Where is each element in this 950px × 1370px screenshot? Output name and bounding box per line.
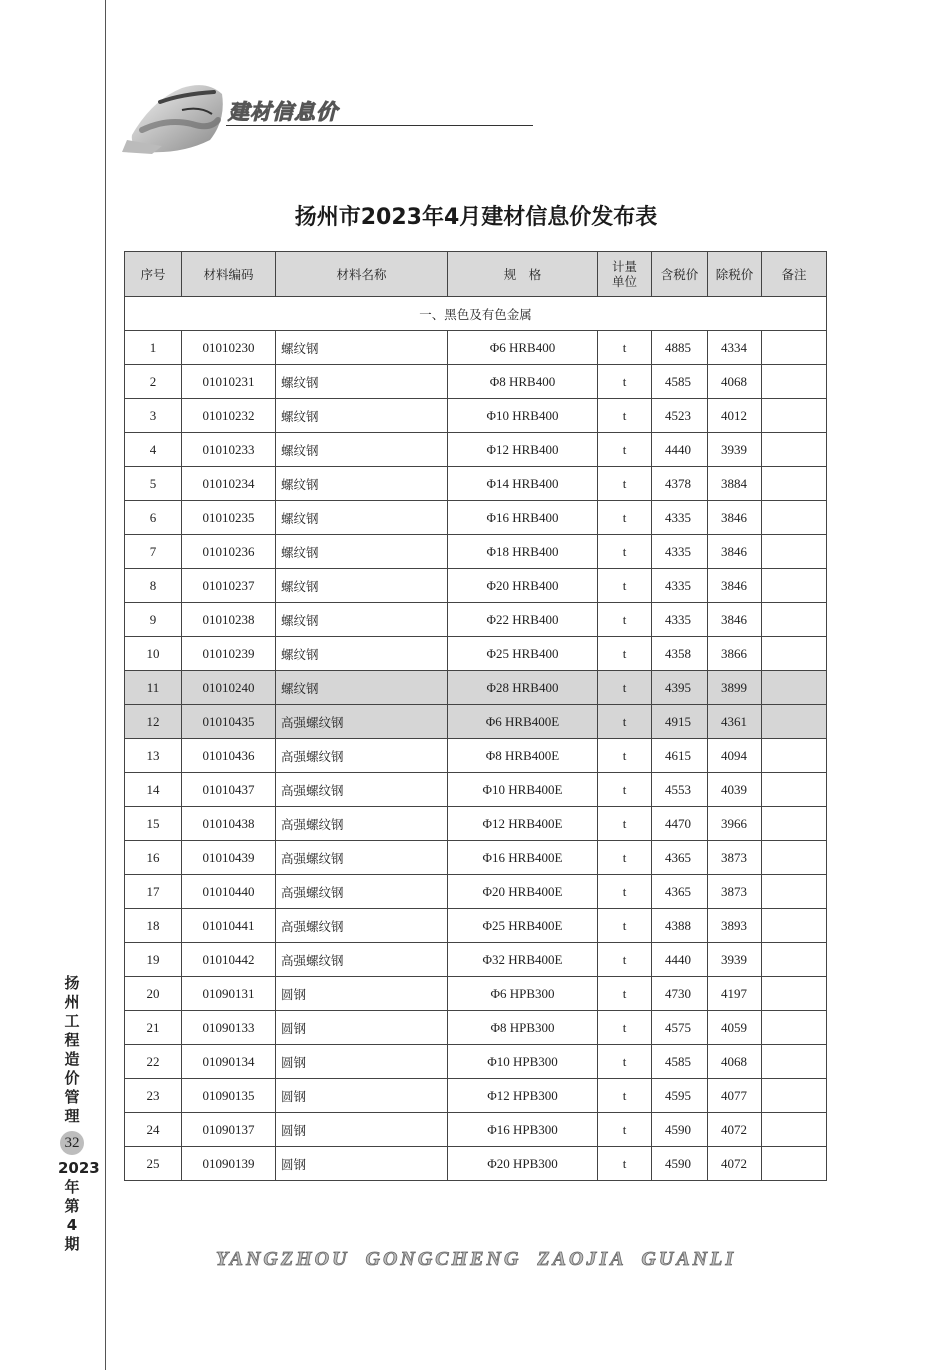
col-header-price-notax: 除税价 [708, 252, 762, 297]
cell-unit: t [598, 977, 652, 1011]
cell-remark [762, 875, 827, 909]
cell-code: 01010238 [182, 603, 276, 637]
cell-unit: t [598, 467, 652, 501]
cell-remark [762, 569, 827, 603]
cell-unit: t [598, 909, 652, 943]
table-row [125, 603, 827, 637]
cell-spec: Φ12 HRB400 [448, 433, 598, 467]
cell-seq: 1 [125, 331, 182, 365]
cell-price-tax: 4915 [652, 705, 708, 739]
cell-seq: 7 [125, 535, 182, 569]
cell-seq: 5 [125, 467, 182, 501]
cell-price-notax: 3899 [708, 671, 762, 705]
cell-code: 01090137 [182, 1113, 276, 1147]
cell-name: 圆钢 [276, 1045, 448, 1079]
cell-unit: t [598, 943, 652, 977]
cell-code: 01090131 [182, 977, 276, 1011]
table-row [125, 875, 827, 909]
cell-price-tax: 4335 [652, 603, 708, 637]
cell-seq: 3 [125, 399, 182, 433]
cell-name: 螺纹钢 [276, 467, 448, 501]
cell-seq: 2 [125, 365, 182, 399]
issue-vertical [58, 1159, 100, 1254]
cell-price-tax: 4575 [652, 1011, 708, 1045]
cell-price-notax: 3846 [708, 501, 762, 535]
cell-unit: t [598, 433, 652, 467]
cell-name: 螺纹钢 [276, 637, 448, 671]
cell-price-notax: 4077 [708, 1079, 762, 1113]
cell-unit: t [598, 501, 652, 535]
cell-remark [762, 331, 827, 365]
cell-name: 圆钢 [276, 1011, 448, 1045]
cell-price-notax: 3966 [708, 807, 762, 841]
cell-name: 高强螺纹钢 [276, 773, 448, 807]
cell-price-tax: 4335 [652, 569, 708, 603]
cell-price-tax: 4388 [652, 909, 708, 943]
cell-seq: 10 [125, 637, 182, 671]
cell-code: 01090135 [182, 1079, 276, 1113]
cell-price-notax: 3846 [708, 603, 762, 637]
cell-spec: Φ10 HRB400E [448, 773, 598, 807]
cell-seq: 15 [125, 807, 182, 841]
journal-name-char: 管 [64, 1088, 80, 1106]
col-header-code: 材料编码 [182, 252, 276, 297]
cell-remark [762, 705, 827, 739]
cell-price-tax: 4590 [652, 1147, 708, 1181]
cell-price-tax: 4470 [652, 807, 708, 841]
cell-code: 01090134 [182, 1045, 276, 1079]
cell-name: 螺纹钢 [276, 365, 448, 399]
cell-code: 01090139 [182, 1147, 276, 1181]
table-row [125, 1113, 827, 1147]
cell-remark [762, 1079, 827, 1113]
cell-unit: t [598, 535, 652, 569]
cell-price-notax: 4039 [708, 773, 762, 807]
table-row [125, 1011, 827, 1045]
cell-remark [762, 603, 827, 637]
cell-spec: Φ16 HPB300 [448, 1113, 598, 1147]
cell-price-tax: 4590 [652, 1113, 708, 1147]
table-row [125, 331, 827, 365]
cell-remark [762, 1045, 827, 1079]
cell-spec: Φ6 HRB400E [448, 705, 598, 739]
cell-price-notax: 3846 [708, 535, 762, 569]
cell-name: 高强螺纹钢 [276, 807, 448, 841]
cell-price-notax: 4094 [708, 739, 762, 773]
cell-name: 高强螺纹钢 [276, 705, 448, 739]
issue-char: 年 [64, 1178, 80, 1196]
cell-spec: Φ20 HPB300 [448, 1147, 598, 1181]
cell-name: 螺纹钢 [276, 433, 448, 467]
cell-price-tax: 4378 [652, 467, 708, 501]
cell-spec: Φ16 HRB400 [448, 501, 598, 535]
journal-name-char: 工 [64, 1012, 80, 1030]
cell-unit: t [598, 637, 652, 671]
cell-seq: 17 [125, 875, 182, 909]
cell-name: 螺纹钢 [276, 501, 448, 535]
cell-spec: Φ14 HRB400 [448, 467, 598, 501]
cell-price-notax: 3873 [708, 841, 762, 875]
issue-char: 期 [64, 1235, 80, 1253]
table-row [125, 1079, 827, 1113]
cell-seq: 14 [125, 773, 182, 807]
cell-name: 圆钢 [276, 977, 448, 1011]
section-label: 一、黑色及有色金属 [125, 297, 827, 331]
cell-unit: t [598, 807, 652, 841]
cell-unit: t [598, 331, 652, 365]
cell-seq: 4 [125, 433, 182, 467]
cell-spec: Φ22 HRB400 [448, 603, 598, 637]
cell-price-tax: 4365 [652, 841, 708, 875]
cell-price-tax: 4335 [652, 535, 708, 569]
cell-spec: Φ6 HPB300 [448, 977, 598, 1011]
cell-name: 高强螺纹钢 [276, 909, 448, 943]
cell-price-tax: 4523 [652, 399, 708, 433]
cell-unit: t [598, 365, 652, 399]
cell-unit: t [598, 1011, 652, 1045]
cell-seq: 20 [125, 977, 182, 1011]
cell-price-tax: 4358 [652, 637, 708, 671]
cell-price-tax: 4553 [652, 773, 708, 807]
cell-remark [762, 807, 827, 841]
cell-remark [762, 637, 827, 671]
cell-price-tax: 4595 [652, 1079, 708, 1113]
cell-code: 01010441 [182, 909, 276, 943]
col-header-remark: 备注 [762, 252, 827, 297]
col-header-unit-line1: 计量 [611, 259, 637, 274]
cell-spec: Φ12 HPB300 [448, 1079, 598, 1113]
cell-unit: t [598, 569, 652, 603]
cell-unit: t [598, 603, 652, 637]
journal-name-vertical [58, 974, 86, 1126]
cell-spec: Φ10 HPB300 [448, 1045, 598, 1079]
cell-remark [762, 909, 827, 943]
cell-unit: t [598, 773, 652, 807]
cell-price-notax: 3893 [708, 909, 762, 943]
cell-remark [762, 977, 827, 1011]
cell-code: 01010234 [182, 467, 276, 501]
cell-code: 01010437 [182, 773, 276, 807]
cell-price-tax: 4395 [652, 671, 708, 705]
table-row [125, 841, 827, 875]
cell-price-tax: 4885 [652, 331, 708, 365]
cell-spec: Φ25 HRB400 [448, 637, 598, 671]
cell-spec: Φ8 HPB300 [448, 1011, 598, 1045]
cell-price-notax: 3866 [708, 637, 762, 671]
table-row [125, 637, 827, 671]
cell-remark [762, 1011, 827, 1045]
cell-unit: t [598, 399, 652, 433]
cell-spec: Φ25 HRB400E [448, 909, 598, 943]
price-table [124, 251, 827, 1181]
cell-spec: Φ10 HRB400 [448, 399, 598, 433]
cell-code: 01010231 [182, 365, 276, 399]
cell-remark [762, 671, 827, 705]
cell-seq: 8 [125, 569, 182, 603]
cell-price-tax: 4585 [652, 1045, 708, 1079]
cell-price-tax: 4335 [652, 501, 708, 535]
cell-remark [762, 773, 827, 807]
cell-seq: 13 [125, 739, 182, 773]
cell-price-notax: 4012 [708, 399, 762, 433]
cell-name: 圆钢 [276, 1147, 448, 1181]
cell-remark [762, 467, 827, 501]
cell-spec: Φ8 HRB400E [448, 739, 598, 773]
col-header-unit-line2: 单位 [611, 274, 637, 289]
table-row [125, 467, 827, 501]
cell-price-notax: 4059 [708, 1011, 762, 1045]
col-header-name: 材料名称 [276, 252, 448, 297]
table-row [125, 1045, 827, 1079]
cell-remark [762, 1147, 827, 1181]
cell-price-notax: 4068 [708, 1045, 762, 1079]
cell-spec: Φ12 HRB400E [448, 807, 598, 841]
cell-price-notax: 4072 [708, 1147, 762, 1181]
cell-seq: 16 [125, 841, 182, 875]
pen-hand-illustration [122, 80, 227, 154]
table-row [125, 943, 827, 977]
cell-remark [762, 943, 827, 977]
cell-remark [762, 841, 827, 875]
issue-char: 第 [64, 1197, 80, 1215]
cell-unit: t [598, 739, 652, 773]
col-header-unit [598, 252, 652, 297]
cell-spec: Φ6 HRB400 [448, 331, 598, 365]
cell-code: 01010436 [182, 739, 276, 773]
cell-seq: 24 [125, 1113, 182, 1147]
cell-price-notax: 4072 [708, 1113, 762, 1147]
cell-price-notax: 3884 [708, 467, 762, 501]
table-row [125, 739, 827, 773]
cell-name: 圆钢 [276, 1079, 448, 1113]
cell-price-tax: 4585 [652, 365, 708, 399]
journal-name-char: 价 [64, 1069, 80, 1087]
section-header-title: 建材信息价 [228, 100, 338, 124]
journal-name-char: 扬 [64, 974, 80, 992]
journal-name-char: 理 [64, 1107, 80, 1125]
section-row [125, 297, 827, 331]
table-row [125, 569, 827, 603]
cell-remark [762, 399, 827, 433]
cell-seq: 11 [125, 671, 182, 705]
cell-unit: t [598, 671, 652, 705]
margin-rule [105, 0, 106, 1370]
cell-code: 01010439 [182, 841, 276, 875]
col-header-spec: 规 格 [448, 252, 598, 297]
cell-name: 高强螺纹钢 [276, 943, 448, 977]
cell-price-notax: 3939 [708, 943, 762, 977]
cell-spec: Φ20 HRB400 [448, 569, 598, 603]
cell-name: 高强螺纹钢 [276, 841, 448, 875]
cell-seq: 23 [125, 1079, 182, 1113]
table-row [125, 399, 827, 433]
cell-code: 01010232 [182, 399, 276, 433]
cell-seq: 19 [125, 943, 182, 977]
cell-seq: 12 [125, 705, 182, 739]
cell-price-notax: 4361 [708, 705, 762, 739]
cell-code: 01010235 [182, 501, 276, 535]
cell-seq: 18 [125, 909, 182, 943]
cell-unit: t [598, 1045, 652, 1079]
cell-seq: 21 [125, 1011, 182, 1045]
cell-remark [762, 1113, 827, 1147]
cell-price-tax: 4440 [652, 433, 708, 467]
cell-name: 螺纹钢 [276, 331, 448, 365]
cell-seq: 22 [125, 1045, 182, 1079]
cell-unit: t [598, 841, 652, 875]
cell-name: 高强螺纹钢 [276, 875, 448, 909]
journal-name-char: 造 [64, 1050, 80, 1068]
cell-code: 01010237 [182, 569, 276, 603]
cell-price-notax: 4334 [708, 331, 762, 365]
footer-journal-pinyin: YANGZHOU GONGCHENG ZAOJIA GUANLI [215, 1248, 737, 1270]
cell-price-tax: 4440 [652, 943, 708, 977]
journal-name-char: 程 [64, 1031, 80, 1049]
page-title: 扬州市2023年4月建材信息价发布表 [294, 205, 658, 230]
cell-spec: Φ32 HRB400E [448, 943, 598, 977]
table-row [125, 535, 827, 569]
cell-spec: Φ28 HRB400 [448, 671, 598, 705]
cell-spec: Φ20 HRB400E [448, 875, 598, 909]
cell-code: 01010230 [182, 331, 276, 365]
cell-remark [762, 739, 827, 773]
table-row [125, 705, 827, 739]
table-row [125, 909, 827, 943]
cell-spec: Φ18 HRB400 [448, 535, 598, 569]
cell-name: 螺纹钢 [276, 671, 448, 705]
cell-remark [762, 535, 827, 569]
cell-price-tax: 4365 [652, 875, 708, 909]
cell-code: 01010442 [182, 943, 276, 977]
cell-code: 01010240 [182, 671, 276, 705]
header-rule [226, 125, 533, 126]
cell-price-notax: 3873 [708, 875, 762, 909]
cell-unit: t [598, 705, 652, 739]
table-header-row [125, 252, 827, 297]
cell-remark [762, 365, 827, 399]
table-row [125, 977, 827, 1011]
cell-price-notax: 4197 [708, 977, 762, 1011]
cell-seq: 25 [125, 1147, 182, 1181]
table-row [125, 773, 827, 807]
cell-code: 01010236 [182, 535, 276, 569]
cell-code: 01010233 [182, 433, 276, 467]
page-number-badge: 32 [60, 1131, 84, 1155]
cell-seq: 6 [125, 501, 182, 535]
cell-code: 01010440 [182, 875, 276, 909]
cell-code: 01010435 [182, 705, 276, 739]
col-header-seq: 序号 [125, 252, 182, 297]
cell-name: 螺纹钢 [276, 399, 448, 433]
table-row [125, 807, 827, 841]
cell-spec: Φ8 HRB400 [448, 365, 598, 399]
cell-seq: 9 [125, 603, 182, 637]
cell-unit: t [598, 1147, 652, 1181]
cell-name: 螺纹钢 [276, 569, 448, 603]
cell-unit: t [598, 1113, 652, 1147]
cell-price-notax: 3846 [708, 569, 762, 603]
col-header-price-tax: 含税价 [652, 252, 708, 297]
cell-remark [762, 433, 827, 467]
cell-unit: t [598, 1079, 652, 1113]
table-row [125, 671, 827, 705]
cell-name: 螺纹钢 [276, 535, 448, 569]
cell-code: 01090133 [182, 1011, 276, 1045]
cell-price-notax: 3939 [708, 433, 762, 467]
issue-char: 4 [66, 1216, 78, 1234]
cell-code: 01010239 [182, 637, 276, 671]
cell-unit: t [598, 875, 652, 909]
cell-name: 高强螺纹钢 [276, 739, 448, 773]
cell-code: 01010438 [182, 807, 276, 841]
cell-remark [762, 501, 827, 535]
cell-name: 螺纹钢 [276, 603, 448, 637]
table-row [125, 365, 827, 399]
cell-price-notax: 4068 [708, 365, 762, 399]
cell-price-tax: 4615 [652, 739, 708, 773]
cell-price-tax: 4730 [652, 977, 708, 1011]
cell-name: 圆钢 [276, 1113, 448, 1147]
issue-char: 2023 [58, 1159, 100, 1177]
cell-spec: Φ16 HRB400E [448, 841, 598, 875]
table-row [125, 1147, 827, 1181]
journal-name-char: 州 [64, 993, 80, 1011]
table-row [125, 433, 827, 467]
table-row [125, 501, 827, 535]
